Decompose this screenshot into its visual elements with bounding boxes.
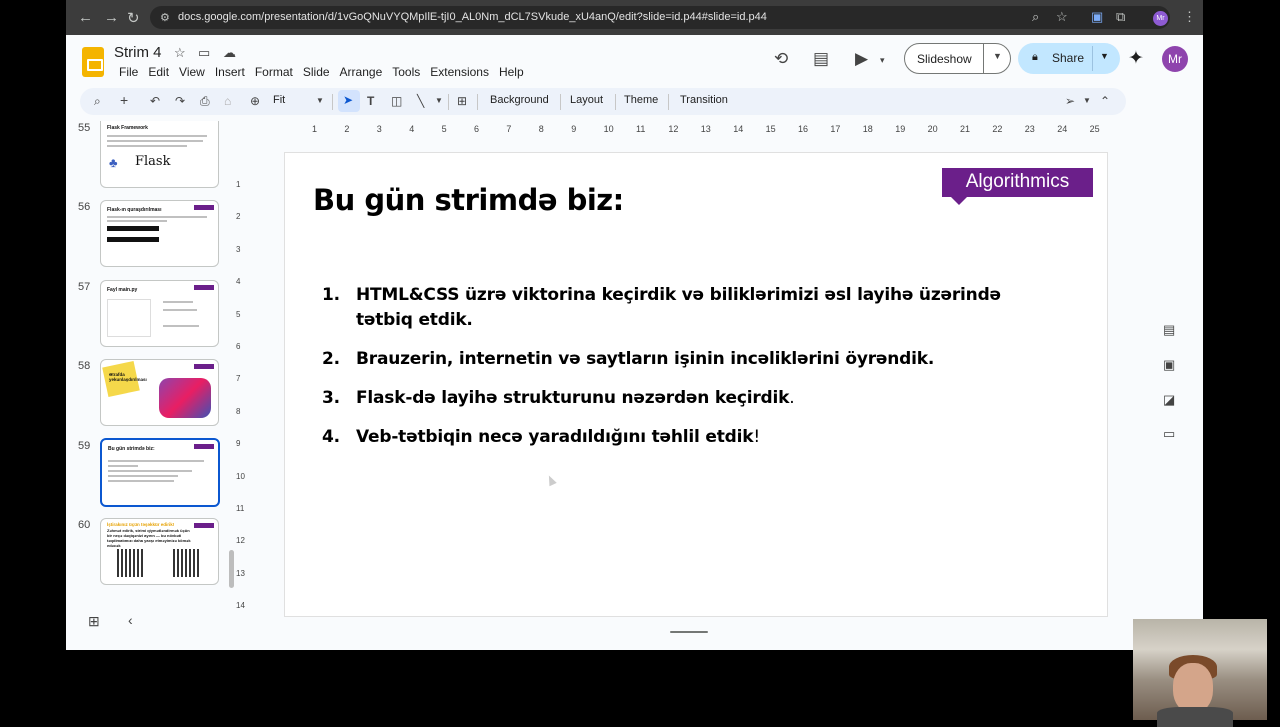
thumb-code-block	[107, 299, 151, 337]
list-number: 3.	[322, 388, 340, 408]
extensions-puzzle-icon[interactable]: ⧉	[1116, 9, 1126, 24]
list-number: 2.	[322, 349, 340, 369]
thumb-text-line	[108, 460, 204, 462]
slide-canvas[interactable]	[284, 152, 1108, 617]
ruler-tick-label: 25	[1089, 124, 1100, 134]
slide-number: 59	[78, 440, 91, 452]
ruler-tick-label: 7	[236, 374, 241, 384]
account-avatar[interactable]: Mr	[1162, 46, 1188, 72]
thumb-title: Flask-ın quraşdırılması	[107, 207, 162, 213]
slide-number: 58	[78, 360, 91, 372]
thumb-text-line	[108, 470, 192, 472]
thumb-brand	[194, 364, 214, 369]
webcam-person-face	[1173, 663, 1213, 713]
ruler-tick-label: 4	[409, 124, 415, 134]
slide-number: 57	[78, 281, 91, 293]
line-caret-icon[interactable]: ▼	[435, 96, 443, 105]
ruler-tick-label: 9	[236, 439, 241, 449]
flask-logo-icon: ♣	[109, 155, 118, 170]
qr-code-icon	[173, 549, 201, 577]
ruler-tick-label: 6	[236, 342, 241, 351]
ruler-tick-label: 16	[798, 124, 809, 134]
thumb-code-block	[107, 237, 159, 242]
webcam-person-shirt	[1157, 707, 1233, 727]
browser-profile-avatar[interactable]: Mr	[1153, 11, 1168, 26]
thumb-illustration	[159, 378, 211, 418]
ruler-tick-label: 1	[236, 180, 241, 189]
list-item	[315, 386, 1055, 411]
back-icon[interactable]: ←	[78, 9, 93, 26]
menu-edit[interactable]: Edit	[148, 65, 170, 79]
ruler-tick-label: 11	[636, 124, 646, 134]
ruler-tick-label: 6	[474, 124, 480, 134]
brand-logo-tail	[951, 197, 967, 205]
url-text: docs.google.com/presentation/d/1vGoQNuVYQMpIlE-tjI0_AL0Nm_dCL7SVkude_xU4anQ/edit?slide=id.p44#slide=id.p44	[178, 11, 767, 23]
contacts-icon[interactable]: ◪	[1163, 392, 1176, 407]
ruler-tick-label: 18	[862, 124, 873, 134]
list-item	[315, 283, 1055, 333]
text-box-icon[interactable]: T	[367, 94, 375, 108]
slide-body-list[interactable]	[315, 283, 1055, 464]
list-text: Brauzerin, internetin və saytların işinin incəliklərini öyrəndik.	[356, 349, 935, 369]
theme-button[interactable]: Theme	[624, 94, 659, 106]
thumb-text-line	[163, 309, 197, 311]
thumb-text-line	[107, 135, 207, 137]
menu-arrange[interactable]: Arrange	[339, 65, 383, 79]
menu-insert[interactable]: Insert	[214, 65, 245, 79]
browser-window	[66, 0, 1203, 650]
filmstrip-scrollbar[interactable]	[229, 550, 234, 588]
menu-tools[interactable]: Tools	[392, 65, 421, 79]
meet-camera-icon[interactable]: ▶	[855, 49, 869, 68]
ruler-tick-label: 10	[236, 471, 245, 481]
share-button[interactable]	[1018, 43, 1120, 74]
background-button[interactable]: Background	[490, 94, 549, 106]
lock-icon: 🔒︎	[1032, 51, 1038, 63]
horizontal-ruler[interactable]	[284, 124, 1126, 138]
slide-thumbnail-56[interactable]	[100, 200, 219, 267]
algorithmics-logo	[942, 168, 1093, 197]
collapse-filmstrip-icon[interactable]: ‹	[128, 612, 133, 628]
comment-add-icon[interactable]: ⊞	[457, 94, 468, 108]
qr-code-icon	[117, 549, 145, 577]
slide-thumbnail-55[interactable]	[100, 121, 219, 188]
menu-file[interactable]: File	[119, 65, 139, 79]
thumb-subtitle: Zəhmət edirik, strimi qiymətləndirmək üçün bir neçə dəqiqənizi ayırın — bu növbəti təqdimatımızı daha yaxşı etməyimizə kömək edəcək	[107, 528, 191, 548]
slide-filmstrip	[66, 118, 236, 598]
list-text: Veb-tətbiqin necə yaradıldığını təhlil etdik	[356, 427, 754, 447]
thumb-text-line	[107, 220, 167, 222]
zoom-caret-icon[interactable]: ▼	[316, 96, 324, 105]
ruler-tick-label: 10	[603, 124, 614, 134]
meet-caret-icon[interactable]: ▾	[880, 55, 885, 65]
thumb-brand	[194, 444, 214, 449]
ruler-tick-label: 2	[344, 124, 350, 134]
menu-view[interactable]: View	[179, 65, 205, 79]
side-panel	[1153, 310, 1189, 450]
thumb-title: İştirakınız üçün təşəkkür edirik!	[107, 522, 175, 527]
version-history-icon[interactable]: ⟲	[774, 49, 789, 68]
toolbar-divider	[560, 94, 561, 110]
ruler-tick-label: 9	[571, 124, 577, 134]
thumb-text-line	[163, 325, 199, 327]
thumb-text-line	[108, 475, 178, 477]
thumb-text-line	[108, 480, 174, 482]
list-tail: !	[753, 427, 760, 447]
list-tail: .	[789, 388, 795, 408]
ruler-tick-label: 8	[236, 406, 241, 416]
toolbar-divider	[615, 94, 616, 110]
toolbar-divider	[332, 94, 333, 110]
ruler-tick-label: 5	[236, 309, 241, 319]
share-label: Share	[1052, 51, 1085, 65]
extension-icon[interactable]: ▣	[1091, 9, 1104, 24]
toolbar-divider	[448, 94, 449, 110]
list-text: Flask-də layihə strukturunu nəzərdən keçirdik	[356, 388, 790, 408]
cursor-icon: ➤	[343, 93, 354, 107]
thumb-brand	[194, 285, 214, 290]
zoom-icon[interactable]: ⊕	[250, 94, 261, 108]
menu-extensions[interactable]: Extensions	[430, 65, 489, 79]
ruler-tick-label: 8	[538, 124, 544, 134]
app-header	[66, 35, 1203, 85]
address-bar	[66, 0, 1203, 35]
thumb-text-line	[108, 465, 138, 467]
menu-slide[interactable]: Slide	[302, 65, 330, 79]
thumb-brand	[194, 205, 214, 210]
ruler-tick-label: 3	[376, 124, 382, 134]
new-slide-icon[interactable]: +	[120, 92, 129, 108]
zoom-icon[interactable]: ⌕	[1032, 9, 1040, 24]
brand-text: Algorithmics	[965, 171, 1070, 192]
thumb-code-block	[107, 226, 159, 231]
move-folder-icon[interactable]: ▭	[198, 45, 211, 60]
undo-icon[interactable]: ↶	[150, 94, 161, 108]
ruler-tick-label: 13	[236, 568, 245, 578]
ruler-tick-label: 20	[927, 124, 938, 134]
thumb-text-line	[107, 145, 187, 147]
ruler-tick-label: 24	[1057, 124, 1068, 134]
transition-button[interactable]: Transition	[680, 94, 728, 106]
redo-icon[interactable]: ↷	[175, 94, 186, 108]
speaker-notes-icon[interactable]: ▤	[1163, 322, 1176, 337]
slide-thumbnail-60[interactable]	[100, 518, 219, 585]
list-number: 4.	[322, 427, 340, 447]
ruler-tick-label: 19	[895, 124, 906, 134]
ruler-tick-label: 2	[236, 212, 241, 222]
ruler-tick-label: 14	[733, 124, 744, 134]
line-icon[interactable]: ╲	[417, 94, 425, 108]
select-tool-button[interactable]	[338, 90, 360, 112]
star-icon[interactable]: ☆	[174, 45, 186, 60]
thumb-text-line	[163, 301, 193, 303]
slide-number: 56	[78, 201, 91, 213]
share-divider	[1092, 46, 1093, 71]
thumb-text-line	[107, 140, 203, 142]
toolbar	[80, 88, 1126, 115]
grid-view-icon[interactable]: ⊞	[88, 613, 100, 629]
comments-icon[interactable]: ▤	[813, 49, 830, 68]
ruler-tick-label: 5	[441, 124, 447, 134]
slide-thumbnail-57[interactable]	[100, 280, 219, 347]
vertical-ruler[interactable]	[236, 152, 250, 617]
slide-thumbnail-59[interactable]	[100, 438, 220, 507]
list-number: 1.	[322, 285, 340, 305]
thumb-title: Ətrafda yekunlaşdırılması	[109, 372, 147, 382]
thumb-flask-logo-text: Flask	[135, 154, 171, 169]
cloud-status-icon[interactable]: ☁	[223, 45, 236, 60]
hide-menus-icon[interactable]: ⌃	[1100, 94, 1111, 108]
document-title[interactable]: Strim 4	[114, 44, 162, 61]
ruler-tick-label: 14	[236, 601, 245, 611]
slides-logo-icon[interactable]	[82, 47, 104, 77]
url-field[interactable]	[150, 6, 1170, 29]
menu-bar	[114, 65, 529, 79]
notes-resize-handle[interactable]	[670, 631, 708, 633]
ruler-tick-label: 23	[1024, 124, 1035, 134]
thumb-title: Flask Framework	[107, 125, 148, 131]
ruler-tick-label: 22	[992, 124, 1003, 134]
layout-button[interactable]: Layout	[570, 94, 604, 106]
ruler-tick-label: 21	[960, 124, 971, 134]
reload-icon[interactable]: ↻	[127, 10, 140, 27]
browser-menu-icon[interactable]: ⋮	[1183, 9, 1196, 24]
thumb-text-line	[107, 216, 207, 218]
slideshow-divider	[983, 44, 984, 73]
gemini-icon[interactable]: ✦	[1128, 48, 1144, 69]
mouse-cursor-icon	[545, 474, 556, 486]
menu-help[interactable]: Help	[498, 65, 524, 79]
ruler-tick-label: 12	[236, 536, 245, 546]
menu-format[interactable]: Format	[254, 65, 293, 79]
ruler-tick-label: 11	[236, 504, 245, 513]
folder-icon[interactable]: ▭	[1163, 426, 1176, 441]
slide-number: 55	[78, 122, 91, 134]
slideshow-button[interactable]	[904, 43, 1011, 74]
share-options-icon[interactable]: ▼	[1100, 51, 1109, 61]
slideshow-options-icon[interactable]: ▼	[993, 51, 1002, 61]
zoom-select[interactable]: Fit	[273, 94, 286, 106]
toolbar-divider	[477, 94, 478, 110]
editing-mode-caret-icon[interactable]: ▼	[1083, 96, 1091, 105]
image-icon[interactable]: ◫	[391, 94, 403, 108]
list-item	[315, 425, 1055, 450]
toolbar-divider	[668, 94, 669, 110]
ruler-tick-label: 15	[765, 124, 776, 134]
thumb-brand	[194, 523, 214, 528]
slideshow-label: Slideshow	[917, 52, 972, 66]
thumb-title: Fayl main.py	[107, 287, 138, 293]
ruler-tick-label: 13	[700, 124, 711, 134]
keep-icon[interactable]: ▣	[1163, 357, 1176, 372]
search-menus-icon[interactable]: ⌕	[94, 94, 101, 108]
thumb-title: Bu gün strimdə biz:	[108, 446, 155, 452]
list-item	[315, 347, 1055, 372]
ruler-tick-label: 17	[830, 124, 841, 134]
site-info-icon[interactable]: ⚙	[160, 12, 170, 24]
ruler-tick-label: 12	[668, 124, 679, 134]
editing-mode-icon[interactable]: ➢	[1065, 94, 1076, 108]
ruler-tick-label: 1	[312, 124, 318, 134]
webcam-overlay	[1133, 619, 1267, 720]
print-icon[interactable]: ⎙	[200, 94, 210, 108]
bookmark-star-icon[interactable]: ☆	[1056, 9, 1068, 24]
ruler-tick-label: 3	[236, 244, 241, 254]
ruler-tick-label: 4	[236, 277, 241, 287]
forward-icon[interactable]: →	[104, 9, 119, 26]
slide-title[interactable]: Bu gün strimdə biz:	[313, 183, 624, 217]
ruler-tick-label: 7	[506, 124, 512, 134]
slide-thumbnail-58[interactable]	[100, 359, 219, 426]
list-text: HTML&CSS üzrə viktorina keçirdik və biliklərimizi əsl layihə üzərində tətbiq etdik.	[356, 285, 1001, 330]
slide-number: 60	[78, 519, 91, 531]
paint-format-icon[interactable]: ⌂	[224, 94, 232, 108]
